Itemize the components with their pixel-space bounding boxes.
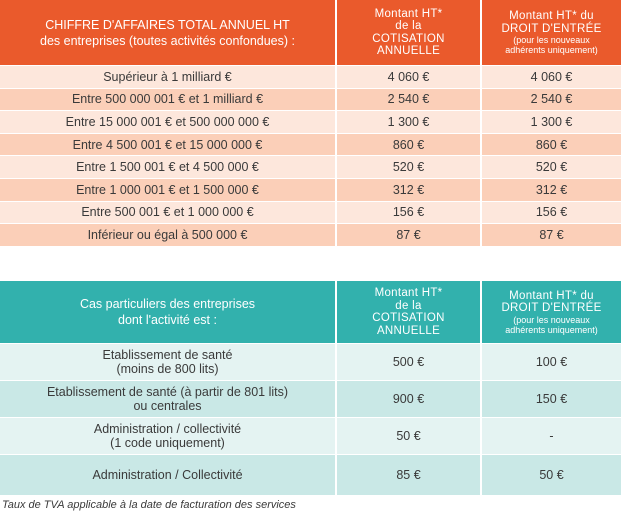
header-cotisation-line: ANNUELLE: [376, 324, 441, 337]
header-droit-note: (pour les nouveaux: [513, 314, 590, 325]
table-header-row: [0, 281, 621, 344]
row-label-line: Etablissement de santé (à partir de 801 lits): [46, 385, 289, 399]
table-row: [0, 224, 621, 246]
row-cotisation: 156 €: [336, 201, 481, 224]
row-cotisation: 87 €: [336, 224, 481, 246]
row-droit: 4 060 €: [481, 66, 621, 89]
header-cotisation-line: ANNUELLE: [376, 45, 441, 57]
header-cotisation: [336, 281, 481, 344]
table-row: [0, 88, 621, 111]
pricing-table-revenue: [0, 0, 621, 246]
row-label-line: (1 code uniquement): [110, 436, 225, 450]
header-revenue: [0, 0, 336, 66]
header-special-line2: dont l'activité est :: [118, 313, 217, 327]
row-cotisation: 4 060 €: [336, 66, 481, 89]
footnote: Taux de TVA applicable à la date de facturation des services: [2, 499, 296, 511]
row-label: Entre 1 000 001 € et 1 500 000 €: [0, 178, 336, 201]
row-label: Supérieur à 1 milliard €: [0, 66, 336, 89]
row-cotisation: 900 €: [336, 381, 481, 418]
table-row: [0, 418, 621, 455]
row-label: Entre 500 000 001 € et 1 milliard €: [0, 88, 336, 111]
row-label-line: (moins de 800 lits): [116, 362, 219, 376]
header-revenue-line2: des entreprises (toutes activités confondues) :: [40, 33, 295, 48]
row-droit: 87 €: [481, 224, 621, 246]
row-cotisation: 85 €: [336, 455, 481, 496]
header-droit-note: adhérents uniquement): [505, 324, 598, 335]
row-droit: 1 300 €: [481, 111, 621, 134]
row-droit: 860 €: [481, 133, 621, 156]
row-droit: 2 540 €: [481, 88, 621, 111]
header-droit-line: DROIT D'ENTRÉE: [501, 22, 602, 35]
header-droit: [481, 0, 621, 66]
table-row: [0, 455, 621, 496]
table-row: [0, 133, 621, 156]
row-cotisation: 50 €: [336, 418, 481, 455]
row-droit: 150 €: [481, 381, 621, 418]
row-label: [0, 344, 336, 381]
table-row: [0, 66, 621, 89]
table-row: [0, 344, 621, 381]
header-droit-line: Montant HT* du: [509, 289, 594, 302]
header-cotisation-line: de la: [395, 20, 422, 32]
row-label: Entre 500 001 € et 1 000 000 €: [0, 201, 336, 224]
row-label: Entre 15 000 001 € et 500 000 000 €: [0, 111, 336, 134]
row-droit: 50 €: [481, 455, 621, 496]
header-cotisation-line: Montant HT*: [374, 7, 443, 20]
row-label: [0, 455, 336, 496]
row-droit: 156 €: [481, 201, 621, 224]
table-header-row: [0, 0, 621, 66]
table-row: [0, 201, 621, 224]
row-cotisation: 312 €: [336, 178, 481, 201]
row-cotisation: 520 €: [336, 156, 481, 179]
header-cotisation-line: de la: [395, 299, 422, 312]
header-droit: [481, 281, 621, 344]
table-row: [0, 178, 621, 201]
row-droit: 312 €: [481, 178, 621, 201]
header-cotisation-line: COTISATION: [372, 312, 445, 324]
header-revenue-line1: CHIFFRE D'AFFAIRES TOTAL ANNUEL HT: [45, 17, 290, 32]
header-cotisation-line: Montant HT*: [374, 287, 443, 299]
row-droit: -: [481, 418, 621, 455]
row-label: [0, 381, 336, 418]
row-label: Inférieur ou égal à 500 000 €: [0, 224, 336, 246]
header-cotisation-line: COTISATION: [372, 32, 445, 45]
row-label-line: ou centrales: [133, 399, 202, 413]
row-cotisation: 1 300 €: [336, 111, 481, 134]
header-special-line1: Cas particuliers des entreprises: [79, 297, 256, 311]
row-label: Entre 1 500 001 € et 4 500 000 €: [0, 156, 336, 179]
table-row: [0, 381, 621, 418]
header-droit-note: adhérents uniquement): [505, 45, 598, 55]
header-droit-line: Montant HT* du: [509, 10, 594, 22]
row-cotisation: 2 540 €: [336, 88, 481, 111]
row-cotisation: 500 €: [336, 344, 481, 381]
row-label: [0, 418, 336, 455]
header-droit-note: (pour les nouveaux: [513, 35, 590, 45]
row-droit: 100 €: [481, 344, 621, 381]
row-cotisation: 860 €: [336, 133, 481, 156]
header-special-cases: [0, 281, 336, 344]
row-label-line: Etablissement de santé: [102, 348, 233, 362]
row-label-line: Administration / collectivité: [93, 422, 242, 436]
row-label: Entre 4 500 001 € et 15 000 000 €: [0, 133, 336, 156]
header-cotisation: [336, 0, 481, 66]
table-row: [0, 111, 621, 134]
header-droit-line: DROIT D'ENTRÉE: [501, 302, 602, 314]
row-droit: 520 €: [481, 156, 621, 179]
pricing-table-special-cases: [0, 281, 621, 495]
table-row: [0, 156, 621, 179]
row-label-line: Administration / Collectivité: [92, 468, 243, 482]
